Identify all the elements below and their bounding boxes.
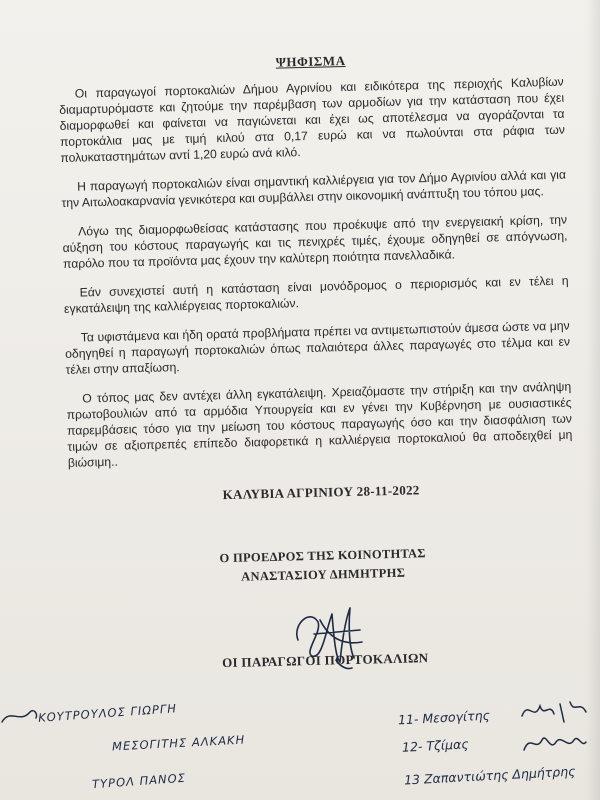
paragraph-1: Οι παραγωγοί πορτοκαλιών Δήμου Αγρινίου και ειδικότερα της περιοχής Καλυβίων διαμαρτυρόμαστε και ζητούμε την παρέμβαση των αρμοδίων για την κατάσταση που έχει διαμορφωθεί και φαίνεται να παγιώνεται και έχει ως αποτέλεσμα να αγοράζονται τα πορτοκάλια μας με τιμή κιλού στα 0,17 ευρώ και να πωλούνται στα ράφια των πολυκαταστημάτων αντί 1,20 ευρώ ανά κιλό.: [59, 74, 566, 165]
handwritten-name-right-1: 11- Μεσογίτης: [397, 707, 491, 728]
paragraph-2: Η παραγωγή πορτοκαλιών είναι σημαντική καλλιέργεια για τον Δήμο Αγρινίου αλλά και για την Αιτωλοακαρνανία γενικότερα και συμβάλλει στην οικονομική ανάπτυξη του τόπου μας.: [61, 167, 567, 210]
date-line: ΚΑΛΥΒΙΑ ΑΓΡΙΝΙΟΥ 28-11-2022: [222, 482, 420, 503]
paragraph-3: Λόγω της διαμορφωθείσας κατάστασης που προέκυψε από την ενεργειακή κρίση, την αύξηση του κόστους παραγωγής και τις πενιχρές τιμές, έχουμε οδηγηθεί σε απόγνωση, παρόλο που τα προϊόντα μας έχουν την καλύτερη ποιότητα πανελλαδικά.: [62, 212, 568, 271]
handwritten-name-right-2: 12- Τζίμας: [401, 736, 469, 755]
signatory-name: ΑΝΑΣΤΑΣΙΟΥ ΔΗΜΗΤΡΗΣ: [241, 565, 406, 584]
producers-heading: ΟΙ ΠΑΡΑΓΩΓΟΙ ΠΟΡΤΟΚΑΛΙΩΝ: [221, 650, 429, 671]
handwritten-signature-scribble-2: [520, 728, 590, 758]
handwritten-name-left-2: ΜΕΣΟΓΙΤΗΣ ΑΛΚΑΚΗ: [111, 732, 246, 754]
paragraph-6: Ο τόπος μας δεν αντέχει άλλη εγκατάλειψη. Χρειαζόμαστε την στήριξη και την ανάληψη πρωτοβουλιών από τα αρμόδια Υπουργεία και εν γένει την Κυβέρνηση με ουσιαστικές παρεμβάσεις τόσο για την μείωση του κόστους παραγωγής όσο και την διασφάλιση των τιμών σε αξιοπρεπές επίπεδο διαφορετικά η καλλιέργεια πορτοκαλιού θα αποδειχθεί μη βιώσιμη..: [66, 379, 573, 470]
handwritten-left-stroke: [0, 704, 40, 728]
paragraph-4: Εάν συνεχιστεί αυτή η κατάσταση είναι μονόδρομος ο περιορισμός και εν τέλει η εγκατάλειψη της καλλιέργειας πορτοκαλιών.: [63, 273, 569, 316]
paragraph-5: Τα υφιστάμενα και ήδη ορατά προβλήματα πρέπει να αντιμετωπιστούν άμεσα ώστε να μην οδηγηθεί η παραγωγή πορτοκαλιών όπως παλαιότερα άλλες παραγωγές στο τέλμα και εν τέλει στην απαξίωση.: [65, 318, 571, 377]
signatory-role: Ο ΠΡΟΕΔΡΟΣ ΤΗΣ ΚΟΙΝΟΤΗΤΑΣ: [219, 546, 426, 566]
document-title: ΨΗΦΙΣΜΑ: [275, 52, 346, 70]
handwritten-signature-scribble-1: [520, 696, 590, 726]
document-body: [58, 48, 578, 675]
handwritten-name-right-3: 13 Ζαπαντιώτης Δημήτρης: [403, 763, 576, 788]
handwritten-name-left-1: ΚΟΥΤΡΟΥΛΟΣ ΓΙΩΡΓΗ: [37, 701, 178, 725]
handwritten-name-left-3: ΤΥΡΟΛ ΠΑΝΟΣ: [91, 770, 187, 792]
president-signature: [290, 600, 370, 675]
page-edge-shadow: [586, 0, 600, 800]
